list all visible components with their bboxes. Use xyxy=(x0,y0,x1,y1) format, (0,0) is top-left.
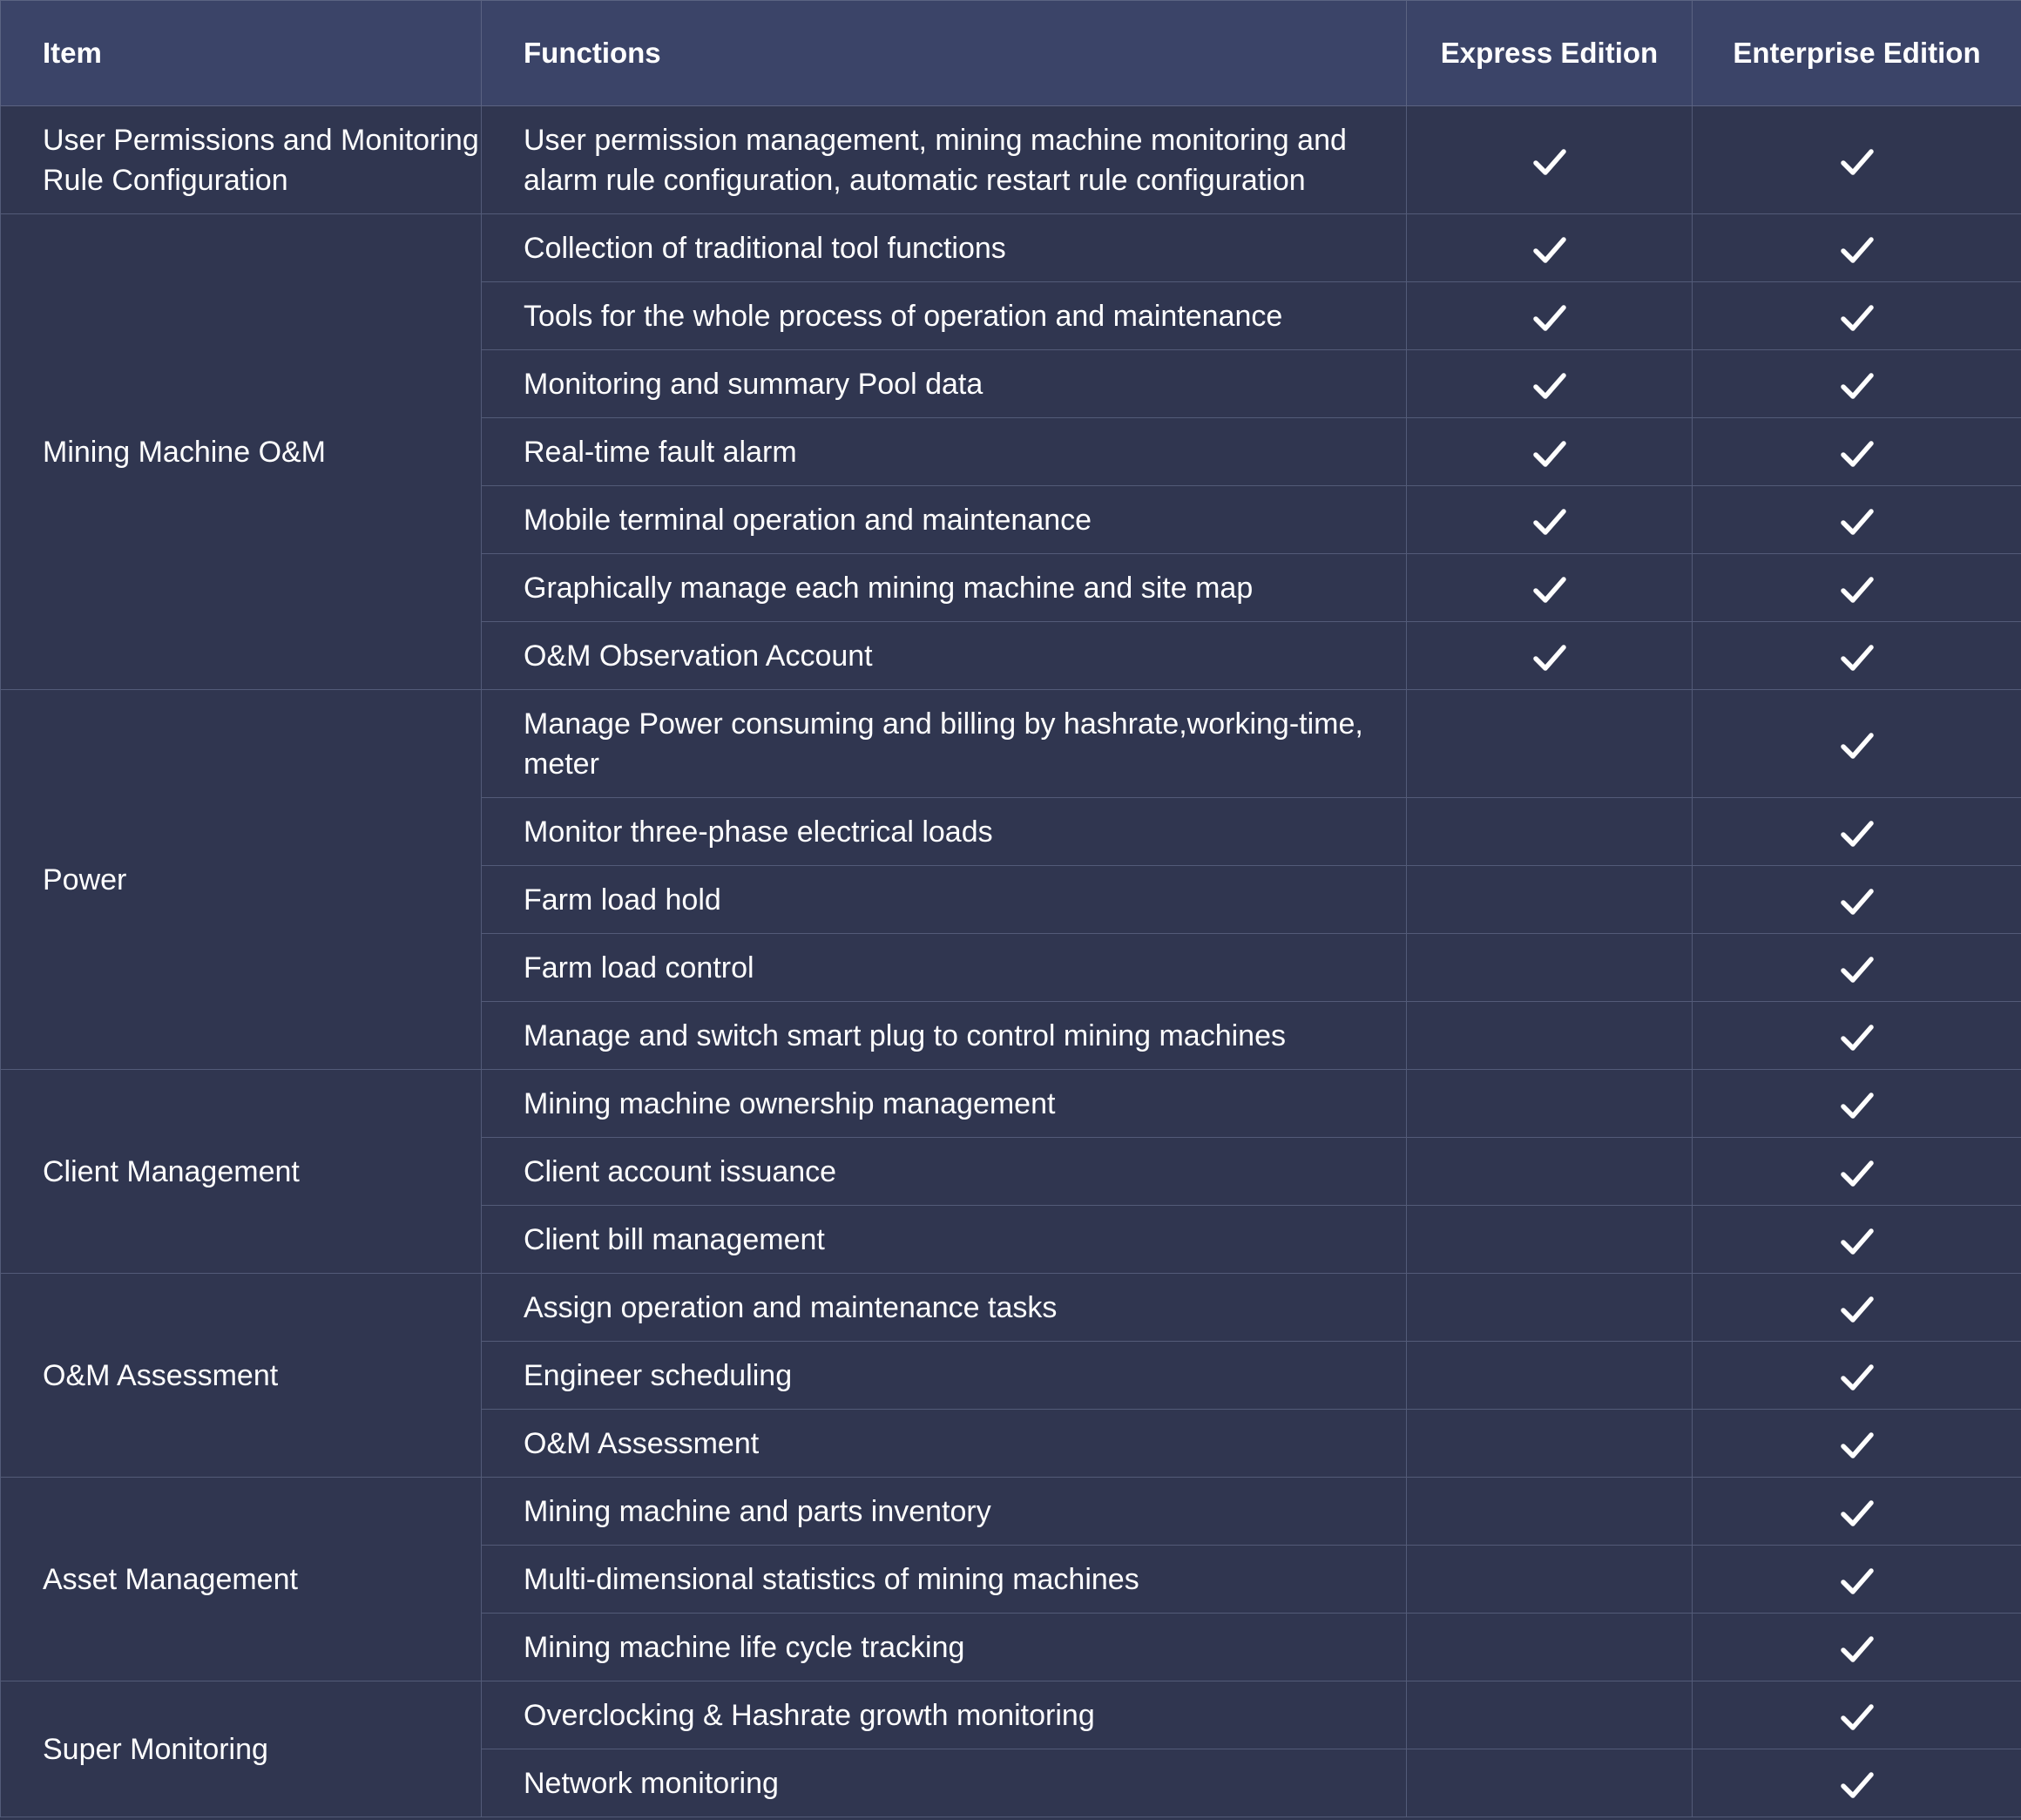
checkmark-icon xyxy=(1532,572,1567,607)
function-cell: Network monitoring xyxy=(482,1749,1407,1817)
function-cell: Graphically manage each mining machine and site map xyxy=(482,554,1407,622)
checkmark-icon xyxy=(1532,436,1567,471)
enterprise-edition-cell xyxy=(1693,934,2021,1002)
express-edition-cell xyxy=(1407,486,1693,554)
checkmark-icon xyxy=(1840,145,1875,179)
header-item: Item xyxy=(1,1,482,106)
express-edition-cell xyxy=(1407,690,1693,798)
item-category: User Permissions and Monitoring Rule Configuration xyxy=(1,106,482,214)
table-row xyxy=(1,1274,2021,1342)
express-edition-cell xyxy=(1407,106,1693,214)
express-edition-cell xyxy=(1407,866,1693,934)
checkmark-icon xyxy=(1532,640,1567,675)
express-edition-cell xyxy=(1407,282,1693,350)
checkmark-icon xyxy=(1840,1156,1875,1191)
function-cell: Client bill management xyxy=(482,1206,1407,1274)
enterprise-edition-cell xyxy=(1693,1681,2021,1749)
express-edition-cell xyxy=(1407,1138,1693,1206)
checkmark-icon xyxy=(1840,1496,1875,1531)
enterprise-edition-cell xyxy=(1693,622,2021,690)
enterprise-edition-cell xyxy=(1693,798,2021,866)
enterprise-edition-cell xyxy=(1693,1342,2021,1410)
function-cell: Mining machine and parts inventory xyxy=(482,1478,1407,1546)
enterprise-edition-cell xyxy=(1693,350,2021,418)
enterprise-edition-cell xyxy=(1693,1206,2021,1274)
function-cell: User permission management, mining machine monitoring and alarm rule configuration, automatic restart rule configuration xyxy=(482,106,1407,214)
checkmark-icon xyxy=(1840,301,1875,335)
table-body xyxy=(1,106,2021,1817)
express-edition-cell xyxy=(1407,1478,1693,1546)
table-row xyxy=(1,1070,2021,1138)
enterprise-edition-cell xyxy=(1693,1002,2021,1070)
checkmark-icon xyxy=(1840,640,1875,675)
checkmark-icon xyxy=(1532,504,1567,539)
table-header xyxy=(1,1,2021,106)
enterprise-edition-cell xyxy=(1693,1410,2021,1478)
express-edition-cell xyxy=(1407,1614,1693,1681)
enterprise-edition-cell xyxy=(1693,486,2021,554)
checkmark-icon xyxy=(1532,369,1567,403)
enterprise-edition-cell xyxy=(1693,1070,2021,1138)
enterprise-edition-cell xyxy=(1693,1274,2021,1342)
checkmark-icon xyxy=(1840,1564,1875,1599)
express-edition-cell xyxy=(1407,214,1693,282)
table-row xyxy=(1,214,2021,282)
enterprise-edition-cell xyxy=(1693,1138,2021,1206)
checkmark-icon xyxy=(1840,1020,1875,1055)
express-edition-cell xyxy=(1407,622,1693,690)
function-cell: Monitor three-phase electrical loads xyxy=(482,798,1407,866)
express-edition-cell xyxy=(1407,1274,1693,1342)
checkmark-icon xyxy=(1840,816,1875,851)
function-cell: Mining machine life cycle tracking xyxy=(482,1614,1407,1681)
table-row xyxy=(1,690,2021,798)
item-category: Super Monitoring xyxy=(1,1681,482,1817)
checkmark-icon xyxy=(1840,1632,1875,1667)
checkmark-icon xyxy=(1840,369,1875,403)
enterprise-edition-cell xyxy=(1693,690,2021,798)
express-edition-cell xyxy=(1407,934,1693,1002)
header-express-edition: Express Edition xyxy=(1407,1,1693,106)
express-edition-cell xyxy=(1407,1206,1693,1274)
express-edition-cell xyxy=(1407,1342,1693,1410)
enterprise-edition-cell xyxy=(1693,1614,2021,1681)
express-edition-cell xyxy=(1407,350,1693,418)
function-cell: Collection of traditional tool functions xyxy=(482,214,1407,282)
function-cell: Farm load control xyxy=(482,934,1407,1002)
function-cell: Client account issuance xyxy=(482,1138,1407,1206)
express-edition-cell xyxy=(1407,1749,1693,1817)
checkmark-icon xyxy=(1532,233,1567,267)
enterprise-edition-cell xyxy=(1693,1478,2021,1546)
checkmark-icon xyxy=(1840,1768,1875,1803)
header-row xyxy=(1,1,2021,106)
function-cell: O&M Assessment xyxy=(482,1410,1407,1478)
checkmark-icon xyxy=(1840,1428,1875,1463)
checkmark-icon xyxy=(1840,952,1875,987)
function-cell: Manage and switch smart plug to control mining machines xyxy=(482,1002,1407,1070)
function-cell: O&M Observation Account xyxy=(482,622,1407,690)
express-edition-cell xyxy=(1407,1410,1693,1478)
header-enterprise-edition: Enterprise Edition xyxy=(1693,1,2021,106)
express-edition-cell xyxy=(1407,798,1693,866)
express-edition-cell xyxy=(1407,1681,1693,1749)
enterprise-edition-cell xyxy=(1693,106,2021,214)
checkmark-icon xyxy=(1840,1292,1875,1327)
function-cell: Real-time fault alarm xyxy=(482,418,1407,486)
enterprise-edition-cell xyxy=(1693,214,2021,282)
item-category: O&M Assessment xyxy=(1,1274,482,1478)
header-functions: Functions xyxy=(482,1,1407,106)
checkmark-icon xyxy=(1532,145,1567,179)
table-row xyxy=(1,1681,2021,1749)
checkmark-icon xyxy=(1840,1700,1875,1735)
item-category: Mining Machine O&M xyxy=(1,214,482,690)
enterprise-edition-cell xyxy=(1693,866,2021,934)
enterprise-edition-cell xyxy=(1693,554,2021,622)
function-cell: Tools for the whole process of operation and maintenance xyxy=(482,282,1407,350)
checkmark-icon xyxy=(1840,504,1875,539)
item-category: Asset Management xyxy=(1,1478,482,1681)
checkmark-icon xyxy=(1840,728,1875,763)
express-edition-cell xyxy=(1407,418,1693,486)
checkmark-icon xyxy=(1840,1088,1875,1123)
function-cell: Mobile terminal operation and maintenance xyxy=(482,486,1407,554)
enterprise-edition-cell xyxy=(1693,1749,2021,1817)
checkmark-icon xyxy=(1532,301,1567,335)
checkmark-icon xyxy=(1840,1224,1875,1259)
table-row xyxy=(1,106,2021,214)
item-category: Power xyxy=(1,690,482,1070)
item-category: Client Management xyxy=(1,1070,482,1274)
function-cell: Multi-dimensional statistics of mining machines xyxy=(482,1546,1407,1614)
function-cell: Assign operation and maintenance tasks xyxy=(482,1274,1407,1342)
function-cell: Monitoring and summary Pool data xyxy=(482,350,1407,418)
function-cell: Engineer scheduling xyxy=(482,1342,1407,1410)
express-edition-cell xyxy=(1407,1002,1693,1070)
checkmark-icon xyxy=(1840,436,1875,471)
enterprise-edition-cell xyxy=(1693,418,2021,486)
checkmark-icon xyxy=(1840,884,1875,919)
enterprise-edition-cell xyxy=(1693,1546,2021,1614)
express-edition-cell xyxy=(1407,1070,1693,1138)
checkmark-icon xyxy=(1840,572,1875,607)
checkmark-icon xyxy=(1840,1360,1875,1395)
table-row xyxy=(1,1478,2021,1546)
function-cell: Farm load hold xyxy=(482,866,1407,934)
express-edition-cell xyxy=(1407,1546,1693,1614)
function-cell: Manage Power consuming and billing by hashrate,working-time, meter xyxy=(482,690,1407,798)
function-cell: Mining machine ownership management xyxy=(482,1070,1407,1138)
checkmark-icon xyxy=(1840,233,1875,267)
function-cell: Overclocking & Hashrate growth monitoring xyxy=(482,1681,1407,1749)
express-edition-cell xyxy=(1407,554,1693,622)
enterprise-edition-cell xyxy=(1693,282,2021,350)
